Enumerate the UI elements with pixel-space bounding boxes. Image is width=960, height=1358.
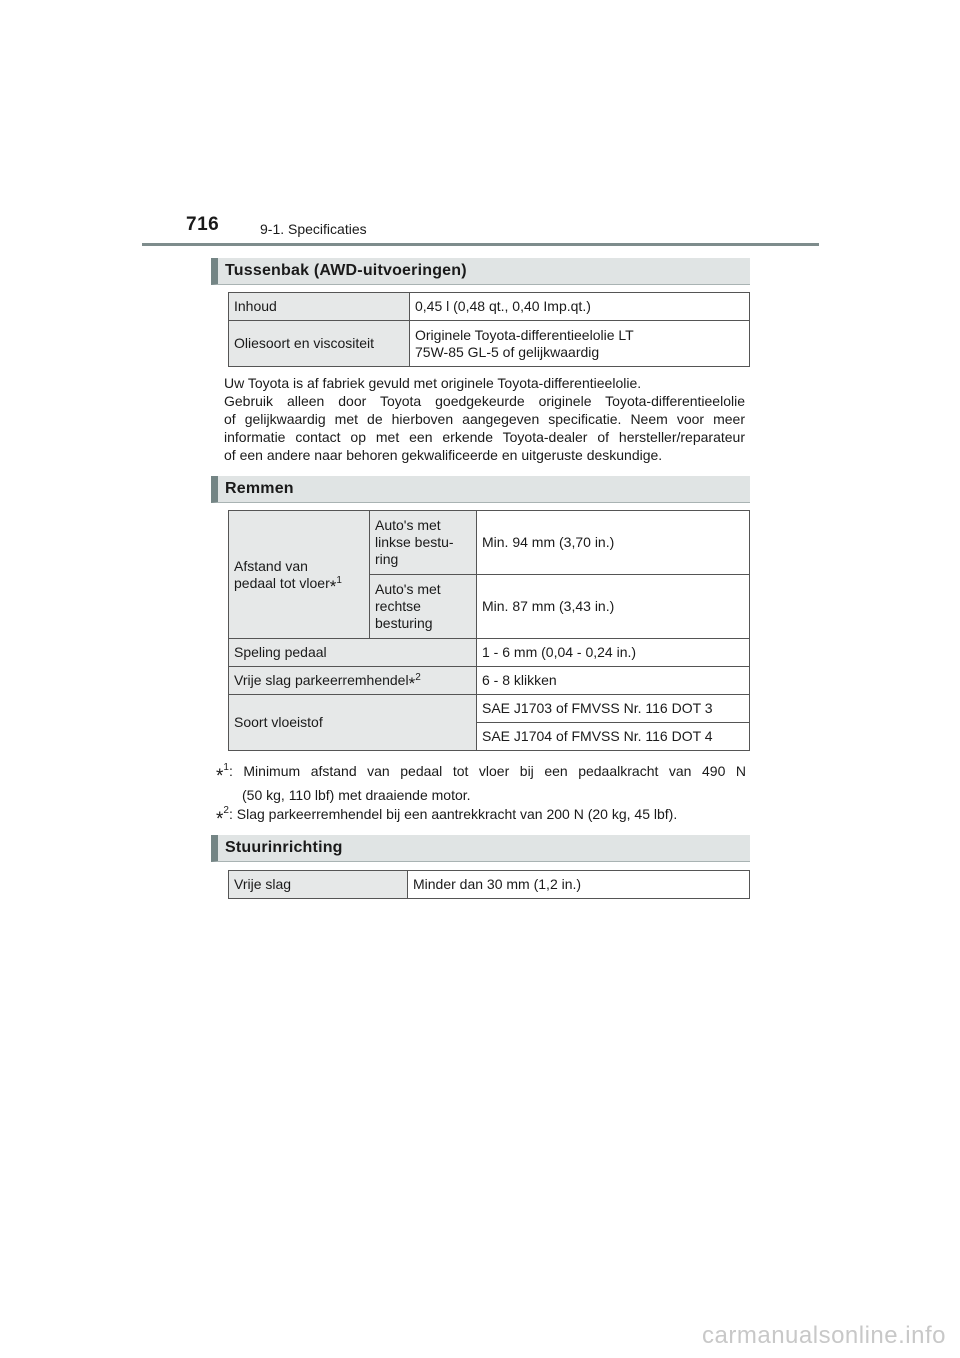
footnote-asterisk: * xyxy=(216,766,224,787)
section-heading-transfer-case xyxy=(211,258,750,285)
footnote-content: : Slag parkeerremhendel bij een aantrekkracht van 200 N (20 kg, 45 lbf). xyxy=(228,806,678,822)
footnote-line xyxy=(216,758,746,786)
steering-table xyxy=(228,870,750,899)
paragraph-line: Uw Toyota is af fabriek gevuld met originele Toyota-differentieelolie. xyxy=(224,375,642,391)
transfer-case-table xyxy=(228,292,750,367)
table-cell-label: Inhoud xyxy=(229,293,410,321)
footnote-number: 1 xyxy=(336,574,342,586)
table-row xyxy=(229,293,750,321)
footnote-line: (50 kg, 110 lbf) met draaiende motor. xyxy=(242,787,471,803)
transfer-case-paragraph xyxy=(224,374,745,464)
table-cell-label xyxy=(229,667,477,695)
watermark: carmanualsonline.info xyxy=(702,1322,946,1349)
footnote-marker: *2 xyxy=(408,672,421,693)
table-row xyxy=(229,871,750,899)
footnote-1 xyxy=(216,758,746,805)
value-line: Originele Toyota-differentieelolie LT xyxy=(415,326,634,343)
section-title: Tussenbak (AWD-uitvoeringen) xyxy=(225,262,467,279)
footnote-number: 2 xyxy=(223,805,229,816)
footnote-asterisk: * xyxy=(216,809,224,830)
table-cell-value xyxy=(410,321,750,367)
running-head: 9-1. Specificaties xyxy=(260,221,367,237)
table-row xyxy=(229,321,750,367)
section-heading-steering xyxy=(211,835,750,862)
label-line: Afstand van xyxy=(234,557,308,574)
table-cell-value: Min. 94 mm (3,70 in.) xyxy=(477,511,750,575)
table-row xyxy=(229,511,750,575)
label-line xyxy=(234,574,364,596)
section-heading-brakes xyxy=(211,476,750,503)
label-text: Vrije slag parkeerremhendel xyxy=(234,672,409,688)
footnote-number: 2 xyxy=(415,672,421,683)
label-line: ring xyxy=(375,551,399,567)
footnote-line xyxy=(216,801,746,829)
table-cell-label: Speling pedaal xyxy=(229,639,477,667)
label-line: linkse bestu- xyxy=(375,534,454,550)
footnote-text xyxy=(216,758,746,805)
label-line: rechtse xyxy=(375,598,421,614)
label-line: Auto's met xyxy=(375,581,441,597)
footnote-text xyxy=(216,801,746,829)
section-title: Remmen xyxy=(225,480,294,497)
value-line: 75W-85 GL-5 of gelijkwaardig xyxy=(415,343,600,360)
footnote-2 xyxy=(216,801,746,829)
table-cell-label: Oliesoort en viscositeit xyxy=(229,321,410,367)
table-row xyxy=(229,639,750,667)
footnote-marker: *1 xyxy=(329,574,342,596)
brakes-table xyxy=(228,510,750,751)
table-cell-label xyxy=(229,511,370,639)
table-cell-value: SAE J1704 of FMVSS Nr. 116 DOT 4 xyxy=(477,723,750,751)
paragraph-line: Gebruik alleen door Toyota goedgekeurde originele Toyota-differentieelolie xyxy=(224,393,745,409)
page-number: 716 xyxy=(186,214,220,235)
paragraph-line: of gelijkwaardig met de hierboven aangegeven specificatie. Neem voor meer xyxy=(224,411,745,427)
table-cell-value: Min. 87 mm (3,43 in.) xyxy=(477,575,750,639)
section-title: Stuurinrichting xyxy=(225,839,343,856)
footnote-number: 1 xyxy=(223,762,229,773)
label-text: pedaal tot vloer xyxy=(234,574,330,591)
paragraph-line: of een andere naar behoren gekwalificeerde en uitgeruste deskundige. xyxy=(224,447,663,463)
paragraph-line: informatie contact op met een erkende Toyota-dealer of hersteller/reparateur xyxy=(224,429,745,445)
table-cell-value: SAE J1703 of FMVSS Nr. 116 DOT 3 xyxy=(477,695,750,723)
table-cell-label: Vrije slag xyxy=(229,871,408,899)
table-row xyxy=(229,695,750,723)
header-rule xyxy=(142,243,819,246)
label-line: Auto's met xyxy=(375,517,441,533)
table-cell-value: 0,45 l (0,48 qt., 0,40 Imp.qt.) xyxy=(410,293,750,321)
label-line: besturing xyxy=(375,615,433,631)
table-cell-label: Soort vloeistof xyxy=(229,695,477,751)
table-cell-value: 1 - 6 mm (0,04 - 0,24 in.) xyxy=(477,639,750,667)
footnote-content: : Minimum afstand van pedaal tot vloer bij een pedaalkracht van 490 N xyxy=(228,763,746,779)
table-cell-label xyxy=(370,575,477,639)
table-cell-label xyxy=(370,511,477,575)
table-cell-value: Minder dan 30 mm (1,2 in.) xyxy=(408,871,750,899)
table-row xyxy=(229,667,750,695)
table-cell-value: 6 - 8 klikken xyxy=(477,667,750,695)
